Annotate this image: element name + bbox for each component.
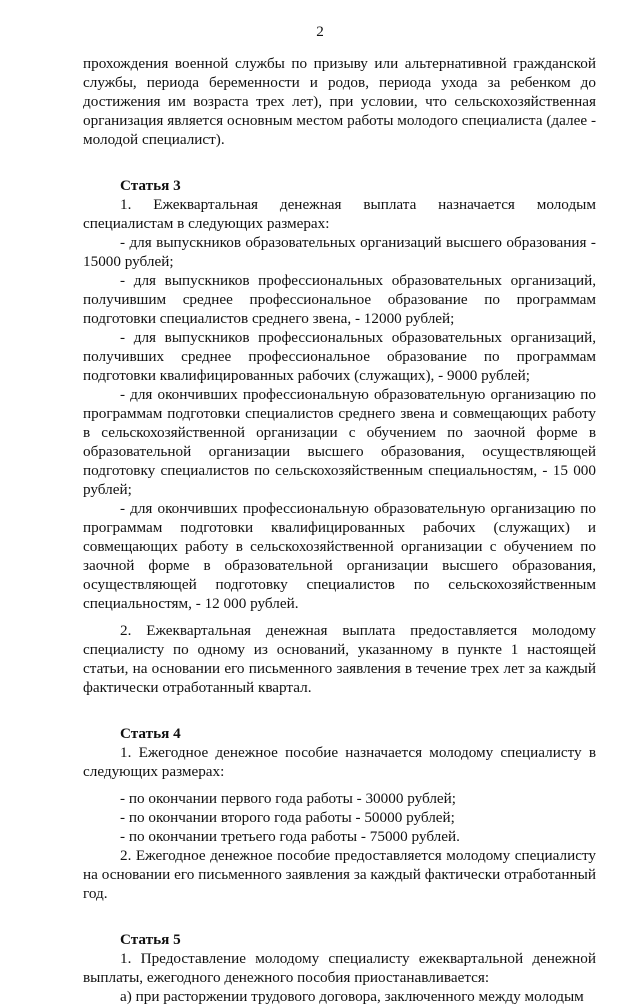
spacer — [83, 903, 596, 930]
article-4-paragraph-1: 1. Ежегодное денежное пособие назначается молодому специалисту в следующих размерах: — [83, 744, 596, 780]
article-5-paragraph-1: 1. Предоставление молодому специалисту ежеквартальной денежной выплаты, ежегодного денежного пособия приостанавливается: — [83, 950, 596, 986]
article-3-heading: Статья 3 — [120, 177, 181, 194]
article-3-item: - для выпускников образовательных организаций высшего образования - 15000 рублей; — [83, 234, 596, 270]
article-3 — [83, 176, 596, 697]
article-4-paragraph-2: 2. Ежегодное денежное пособие предоставляется молодому специалисту на основании его письменного заявления за каждый фактически отработанный год. — [83, 847, 596, 902]
article-3-item: - для окончивших профессиональную образовательную организацию по программам подготовки специалистов среднего звена и совмещающих работу в сельскохозяйственной организации с обучением по заочной форме в образовательной организации высшего образования, осуществляющей подготовку специалистов по сельскохозяйственным специальностям, - 15 000 рублей; — [83, 386, 596, 498]
article-3-item: - для выпускников профессиональных образовательных организаций, получивших среднее профессиональное образование по программам подготовки квалифицированных рабочих (служащих), - 9000 рублей; — [83, 329, 596, 384]
spacer — [83, 149, 596, 176]
article-4-item: - по окончании третьего года работы - 75000 рублей. — [120, 828, 460, 845]
article-3-paragraph-1: 1. Ежеквартальная денежная выплата назначается молодым специалистам в следующих размерах: — [83, 196, 596, 232]
article-4-item: - по окончании первого года работы - 30000 рублей; — [120, 790, 457, 807]
article-5-item-a: а) при расторжении трудового договора, заключенного между молодым — [120, 988, 584, 1005]
article-4 — [83, 724, 596, 903]
article-3-item: - для окончивших профессиональную образовательную организацию по программам подготовки квалифицированных рабочих (служащих) и совмещающих работу в сельскохозяйственной организации с обучением по заочной форме в образовательной организации высшего образования, осуществляющей подготовку специалистов по сельскохозяйственным специальностям, - 12 000 рублей. — [83, 500, 596, 612]
page-number: 2 — [316, 23, 324, 40]
article-4-heading: Статья 4 — [120, 725, 181, 742]
spacer — [83, 613, 596, 621]
article-3-paragraph-2: 2. Ежеквартальная денежная выплата предоставляется молодому специалисту по одному из оснований, указанному в пункте 1 настоящей статьи, на основании его письменного заявления в течение трех лет за каждый фактически отработанный квартал. — [83, 622, 596, 696]
article-3-item: - для выпускников профессиональных образовательных организаций, получившим среднее профессиональное образование по программам подготовки специалистов среднего звена, - 12000 рублей; — [83, 272, 596, 327]
article-5-heading: Статья 5 — [120, 931, 181, 948]
article-4-item: - по окончании второго года работы - 50000 рублей; — [120, 809, 455, 826]
spacer — [83, 697, 596, 724]
intro-paragraph: прохождения военной службы по призыву или альтернативной гражданской службы, периода беременности и родов, периода ухода за ребенком до достижения им возраста трех лет), при условии, что сельскохозяйственная организация является основным местом работы молодого специалиста (далее - молодой специалист). — [83, 55, 596, 148]
document-body — [83, 54, 596, 1006]
spacer — [83, 781, 596, 789]
article-5 — [83, 930, 596, 1006]
